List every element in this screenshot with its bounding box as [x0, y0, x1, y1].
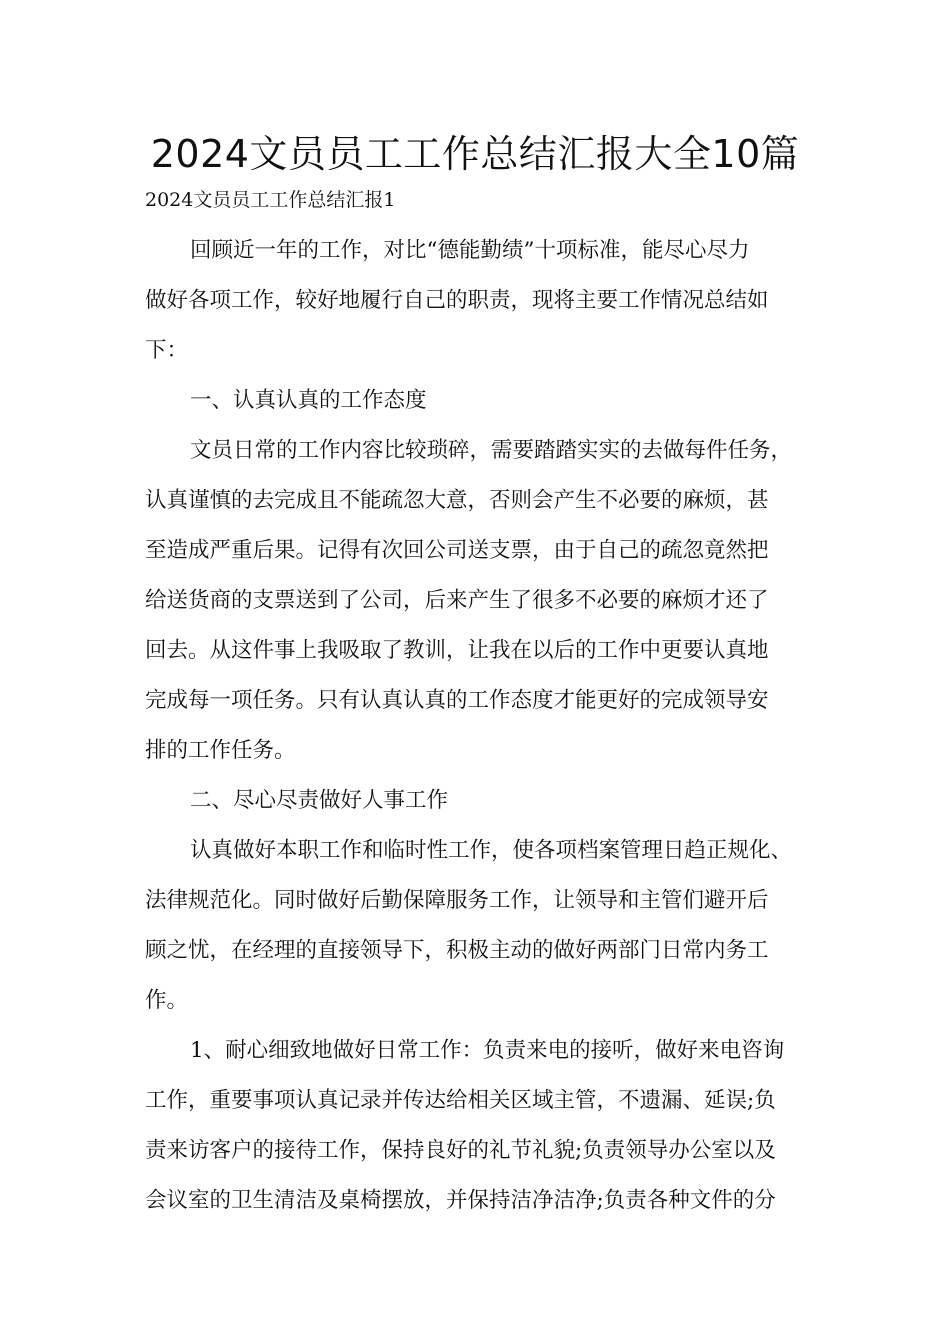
paragraph-line: 工作，重要事项认真记录并传达给相关区域主管，不遗漏、延误;负	[145, 1088, 776, 1113]
paragraph-line: 作。	[145, 988, 189, 1013]
paragraph-line: 法律规范化。同时做好后勤保障服务工作，让领导和主管们避开后	[145, 888, 769, 913]
paragraph-line: 完成每一项任务。只有认真认真的工作态度才能更好的完成领导安	[145, 688, 769, 713]
document-title: 2024文员员工工作总结汇报大全10篇	[150, 132, 800, 176]
paragraph-line: 顾之忧，在经理的直接领导下，积极主动的做好两部门日常内务工	[145, 938, 769, 963]
paragraph-line: 责来访客户的接待工作，保持良好的礼节礼貌;负责领导办公室以及	[145, 1138, 776, 1163]
paragraph-line: 回去。从这件事上我吸取了教训，让我在以后的工作中更要认真地	[145, 638, 769, 663]
section-heading: 二、尽心尽责做好人事工作	[190, 788, 449, 813]
section-heading: 一、认真认真的工作态度	[190, 388, 427, 413]
paragraph-line: 会议室的卫生清洁及桌椅摆放，并保持洁净洁净;负责各种文件的分	[145, 1188, 776, 1213]
paragraph-line: 认真做好本职工作和临时性工作，使各项档案管理日趋正规化、	[190, 838, 793, 863]
section-subtitle: 2024文员员工工作总结汇报1	[145, 189, 396, 211]
paragraph-line: 排的工作任务。	[145, 738, 296, 763]
paragraph-line: 至造成严重后果。记得有次回公司送支票，由于自己的疏忽竟然把	[145, 538, 769, 563]
paragraph-line: 认真谨慎的去完成且不能疏忽大意，否则会产生不必要的麻烦，甚	[145, 488, 769, 513]
paragraph-line: 给送货商的支票送到了公司，后来产生了很多不必要的麻烦才还了	[145, 588, 769, 613]
paragraph-line: 下：	[145, 338, 189, 363]
paragraph-line: 文员日常的工作内容比较琐碎，需要踏踏实实的去做每件任务，	[190, 438, 793, 463]
paragraph-line: 做好各项工作，较好地履行自己的职责，现将主要工作情况总结如	[145, 288, 769, 313]
paragraph-line: 1、耐心细致地做好日常工作：负责来电的接听，做好来电咨询	[190, 1038, 785, 1063]
paragraph-line: 回顾近一年的工作，对比“德能勤绩”十项标准，能尽心尽力	[190, 238, 750, 263]
